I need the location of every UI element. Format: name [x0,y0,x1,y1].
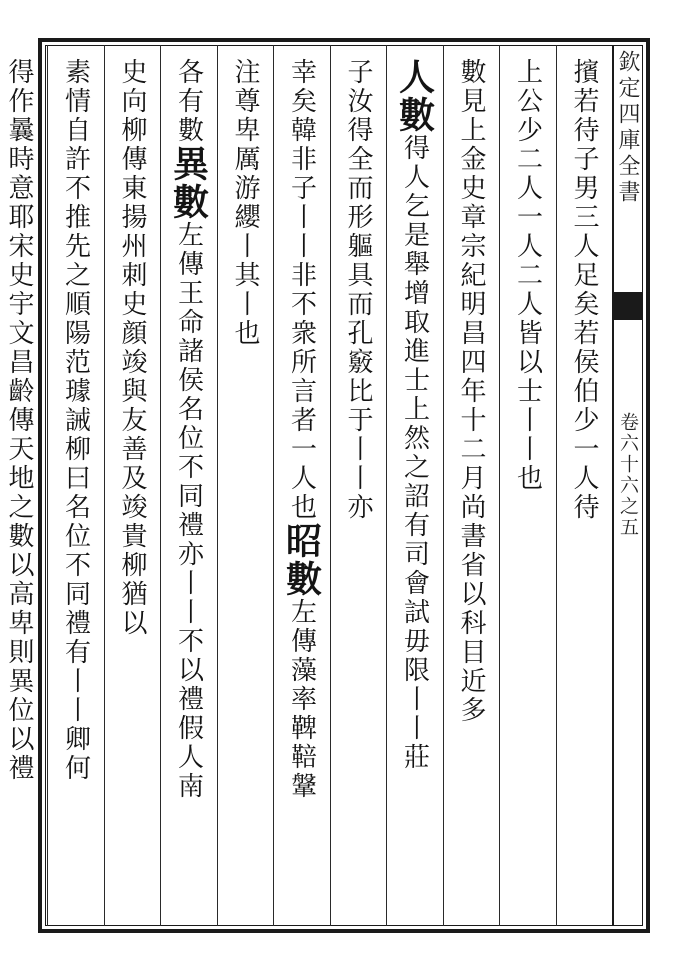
column-rule [273,45,274,926]
column-text: 得作曩時意耶宋史宇文昌齡傳天地之數以高卑則異位以禮 [4,58,34,783]
column-text: 上公少二人一人二人皆以士丨丨也 [512,58,543,493]
text-column [105,58,158,918]
column-text: 左傳藻率鞞鞛鞶 [286,598,317,801]
margin-volume-number: 卷六十六之五 [617,412,639,538]
text-column [501,58,554,918]
text-column [444,58,497,918]
column-rule [499,45,500,926]
column-rule [443,45,444,926]
column-text: 幸矣韓非子丨丨非不衆所言者一人也 [286,58,317,522]
column-text: 各有數 [173,58,204,145]
text-column [557,58,610,918]
column-rule [104,45,105,926]
column-rule [160,45,161,926]
margin-book-title: 欽定四庫全書 [615,50,640,206]
column-rule [217,45,218,926]
text-column [0,58,45,918]
headword: 異數 [167,145,210,221]
column-rule [47,45,48,926]
headword: 昭數 [280,522,323,598]
fish-tail-mark [612,292,643,320]
text-column [162,58,215,918]
text-column [218,58,271,918]
text-column [331,58,384,918]
column-text: 擯若待子男三人足矣若侯伯少一人待 [569,58,599,522]
column-rule [386,45,387,926]
column-text: 素情自許不推先之順陽范璩誡柳曰名位不同禮有丨丨卿何 [60,58,91,783]
column-text: 厲游纓丨其丨也 [230,145,260,348]
headword: 人數 [393,58,436,134]
column-text: 子汝得全而形軀具而孔竅比于丨丨亦 [343,58,373,522]
text-column [388,58,441,918]
column-text: 得人乞是舉增取進士上然之詔有司會試毋限丨丨莊 [399,134,430,772]
column-rule [556,45,557,926]
column-text: 左傳王命諸侯名位不同禮亦丨丨不以禮假人南 [173,221,204,801]
text-column [49,58,102,918]
column-text: 史向柳傳東揚州刺史顔竣與友善及竣貴柳猶以 [117,58,147,638]
column-text: 注尊卑 [230,58,260,145]
column-rule [330,45,331,926]
text-column [275,58,328,918]
column-text: 數見上金史章宗紀明昌四年十二月尚書省以科目近多 [456,58,486,725]
